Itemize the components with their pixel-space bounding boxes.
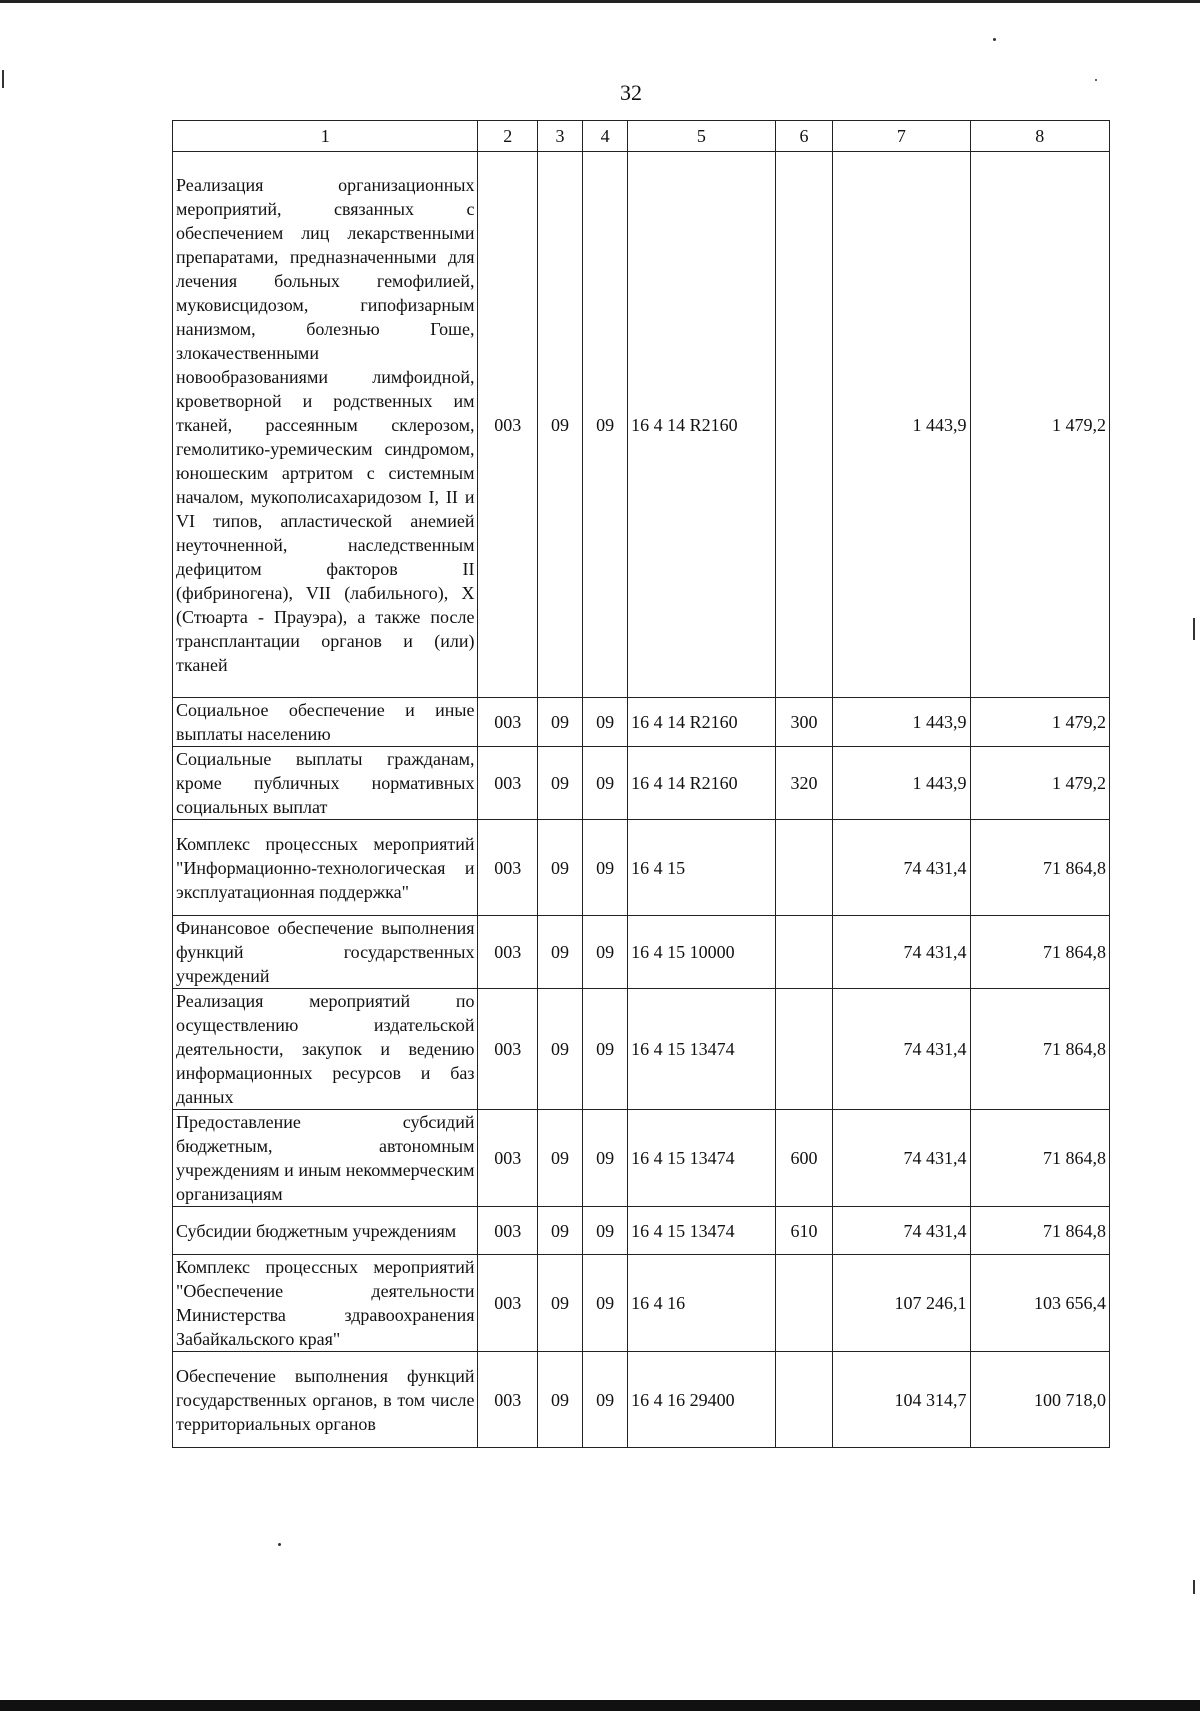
cell-target-article: 16 4 15 13474 (628, 1110, 776, 1207)
scan-bottom-edge (0, 1700, 1200, 1711)
cell-amount-year2: 1 479,2 (970, 747, 1110, 820)
scan-speck (1095, 79, 1097, 81)
scan-speck (1193, 618, 1195, 640)
cell-subsection: 09 (583, 820, 628, 916)
cell-amount-year2: 103 656,4 (970, 1255, 1110, 1352)
table-row (173, 1255, 1110, 1352)
budget-table (172, 120, 1110, 1448)
cell-amount-year2: 71 864,8 (970, 1207, 1110, 1255)
row-name: Комплекс процессных мероприятий "Информационно-технологическая и эксплуатационная поддержка" (173, 820, 478, 916)
cell-section: 09 (537, 747, 582, 820)
cell-section: 09 (537, 152, 582, 698)
cell-amount-year1: 1 443,9 (833, 698, 970, 747)
cell-section: 09 (537, 698, 582, 747)
cell-target-article: 16 4 14 R2160 (628, 747, 776, 820)
cell-target-article: 16 4 16 (628, 1255, 776, 1352)
table-row (173, 152, 1110, 698)
cell-amount-year1: 74 431,4 (833, 1110, 970, 1207)
cell-amount-year2: 71 864,8 (970, 989, 1110, 1110)
cell-expense-type (775, 1255, 832, 1352)
row-name: Субсидии бюджетным учреждениям (173, 1207, 478, 1255)
cell-ministry-code: 003 (478, 1255, 537, 1352)
cell-expense-type: 320 (775, 747, 832, 820)
cell-target-article: 16 4 15 13474 (628, 1207, 776, 1255)
row-name: Комплекс процессных мероприятий "Обеспечение деятельности Министерства здравоохранения Забайкальского края" (173, 1255, 478, 1352)
column-header: 7 (833, 121, 970, 152)
cell-amount-year2: 71 864,8 (970, 916, 1110, 989)
table-row (173, 916, 1110, 989)
cell-target-article: 16 4 15 10000 (628, 916, 776, 989)
cell-subsection: 09 (583, 698, 628, 747)
cell-target-article: 16 4 15 (628, 820, 776, 916)
cell-subsection: 09 (583, 747, 628, 820)
cell-ministry-code: 003 (478, 1207, 537, 1255)
cell-amount-year1: 74 431,4 (833, 916, 970, 989)
cell-ministry-code: 003 (478, 820, 537, 916)
cell-expense-type: 610 (775, 1207, 832, 1255)
cell-ministry-code: 003 (478, 152, 537, 698)
cell-section: 09 (537, 1207, 582, 1255)
scan-speck (1193, 1580, 1195, 1594)
cell-expense-type (775, 916, 832, 989)
cell-amount-year2: 71 864,8 (970, 820, 1110, 916)
cell-expense-type: 300 (775, 698, 832, 747)
row-name: Предоставление субсидий бюджетным, автономным учреждениям и иным некоммерческим организациям (173, 1110, 478, 1207)
scan-speck (993, 38, 996, 41)
cell-ministry-code: 003 (478, 1110, 537, 1207)
table-row (173, 820, 1110, 916)
row-name: Обеспечение выполнения функций государственных органов, в том числе территориальных органов (173, 1352, 478, 1448)
table-row (173, 698, 1110, 747)
cell-subsection: 09 (583, 1352, 628, 1448)
table-row (173, 1207, 1110, 1255)
cell-target-article: 16 4 15 13474 (628, 989, 776, 1110)
row-name: Финансовое обеспечение выполнения функций государственных учреждений (173, 916, 478, 989)
cell-amount-year2: 100 718,0 (970, 1352, 1110, 1448)
cell-subsection: 09 (583, 152, 628, 698)
cell-amount-year1: 1 443,9 (833, 152, 970, 698)
column-header: 5 (628, 121, 776, 152)
cell-expense-type (775, 1352, 832, 1448)
cell-amount-year1: 104 314,7 (833, 1352, 970, 1448)
cell-ministry-code: 003 (478, 916, 537, 989)
cell-subsection: 09 (583, 1207, 628, 1255)
table-row (173, 1110, 1110, 1207)
column-header: 3 (537, 121, 582, 152)
scan-top-edge (0, 0, 1200, 3)
row-name: Социальное обеспечение и иные выплаты населению (173, 698, 478, 747)
column-header: 4 (583, 121, 628, 152)
cell-subsection: 09 (583, 1110, 628, 1207)
cell-amount-year1: 74 431,4 (833, 820, 970, 916)
row-name: Реализация мероприятий по осуществлению издательской деятельности, закупок и ведению информационных ресурсов и баз данных (173, 989, 478, 1110)
cell-target-article: 16 4 14 R2160 (628, 698, 776, 747)
header-row (173, 121, 1110, 152)
cell-expense-type (775, 152, 832, 698)
cell-amount-year1: 74 431,4 (833, 989, 970, 1110)
cell-ministry-code: 003 (478, 698, 537, 747)
cell-amount-year2: 71 864,8 (970, 1110, 1110, 1207)
cell-subsection: 09 (583, 989, 628, 1110)
cell-section: 09 (537, 820, 582, 916)
row-name: Реализация организационных мероприятий, связанных с обеспечением лиц лекарственными препаратами, предназначенными для лечения больных гемофилией, муковисцидозом, гипофизарным нанизмом, болезнью Гоше, злокачественными новообразованиями лимфоидной, кроветворной и родственных им тканей, рассеянным склерозом, гемолитико-уремическим синдромом, юношеским артритом с системным началом, мукополисахаридозом I, II и VI типов, апластической анемией неуточненной, наследственным дефицитом факторов II (фибриногена), VII (лабильного), X (Стюарта - Прауэра), а также после трансплантации органов и (или) тканей (173, 152, 478, 698)
cell-section: 09 (537, 1352, 582, 1448)
cell-target-article: 16 4 16 29400 (628, 1352, 776, 1448)
cell-section: 09 (537, 1255, 582, 1352)
cell-ministry-code: 003 (478, 747, 537, 820)
cell-amount-year1: 1 443,9 (833, 747, 970, 820)
cell-section: 09 (537, 989, 582, 1110)
row-name: Социальные выплаты гражданам, кроме публичных нормативных социальных выплат (173, 747, 478, 820)
cell-amount-year2: 1 479,2 (970, 152, 1110, 698)
cell-ministry-code: 003 (478, 1352, 537, 1448)
cell-subsection: 09 (583, 1255, 628, 1352)
cell-amount-year1: 74 431,4 (833, 1207, 970, 1255)
scan-speck (278, 1543, 281, 1546)
cell-section: 09 (537, 1110, 582, 1207)
page-number: 32 (620, 80, 642, 105)
cell-expense-type: 600 (775, 1110, 832, 1207)
cell-amount-year2: 1 479,2 (970, 698, 1110, 747)
column-header: 2 (478, 121, 537, 152)
cell-expense-type (775, 820, 832, 916)
scan-speck (2, 70, 4, 88)
column-header: 6 (775, 121, 832, 152)
cell-expense-type (775, 989, 832, 1110)
cell-subsection: 09 (583, 916, 628, 989)
cell-ministry-code: 003 (478, 989, 537, 1110)
table-row (173, 1352, 1110, 1448)
cell-section: 09 (537, 916, 582, 989)
column-header: 1 (173, 121, 478, 152)
cell-target-article: 16 4 14 R2160 (628, 152, 776, 698)
table-row (173, 989, 1110, 1110)
column-header: 8 (970, 121, 1110, 152)
cell-amount-year1: 107 246,1 (833, 1255, 970, 1352)
table-row (173, 747, 1110, 820)
